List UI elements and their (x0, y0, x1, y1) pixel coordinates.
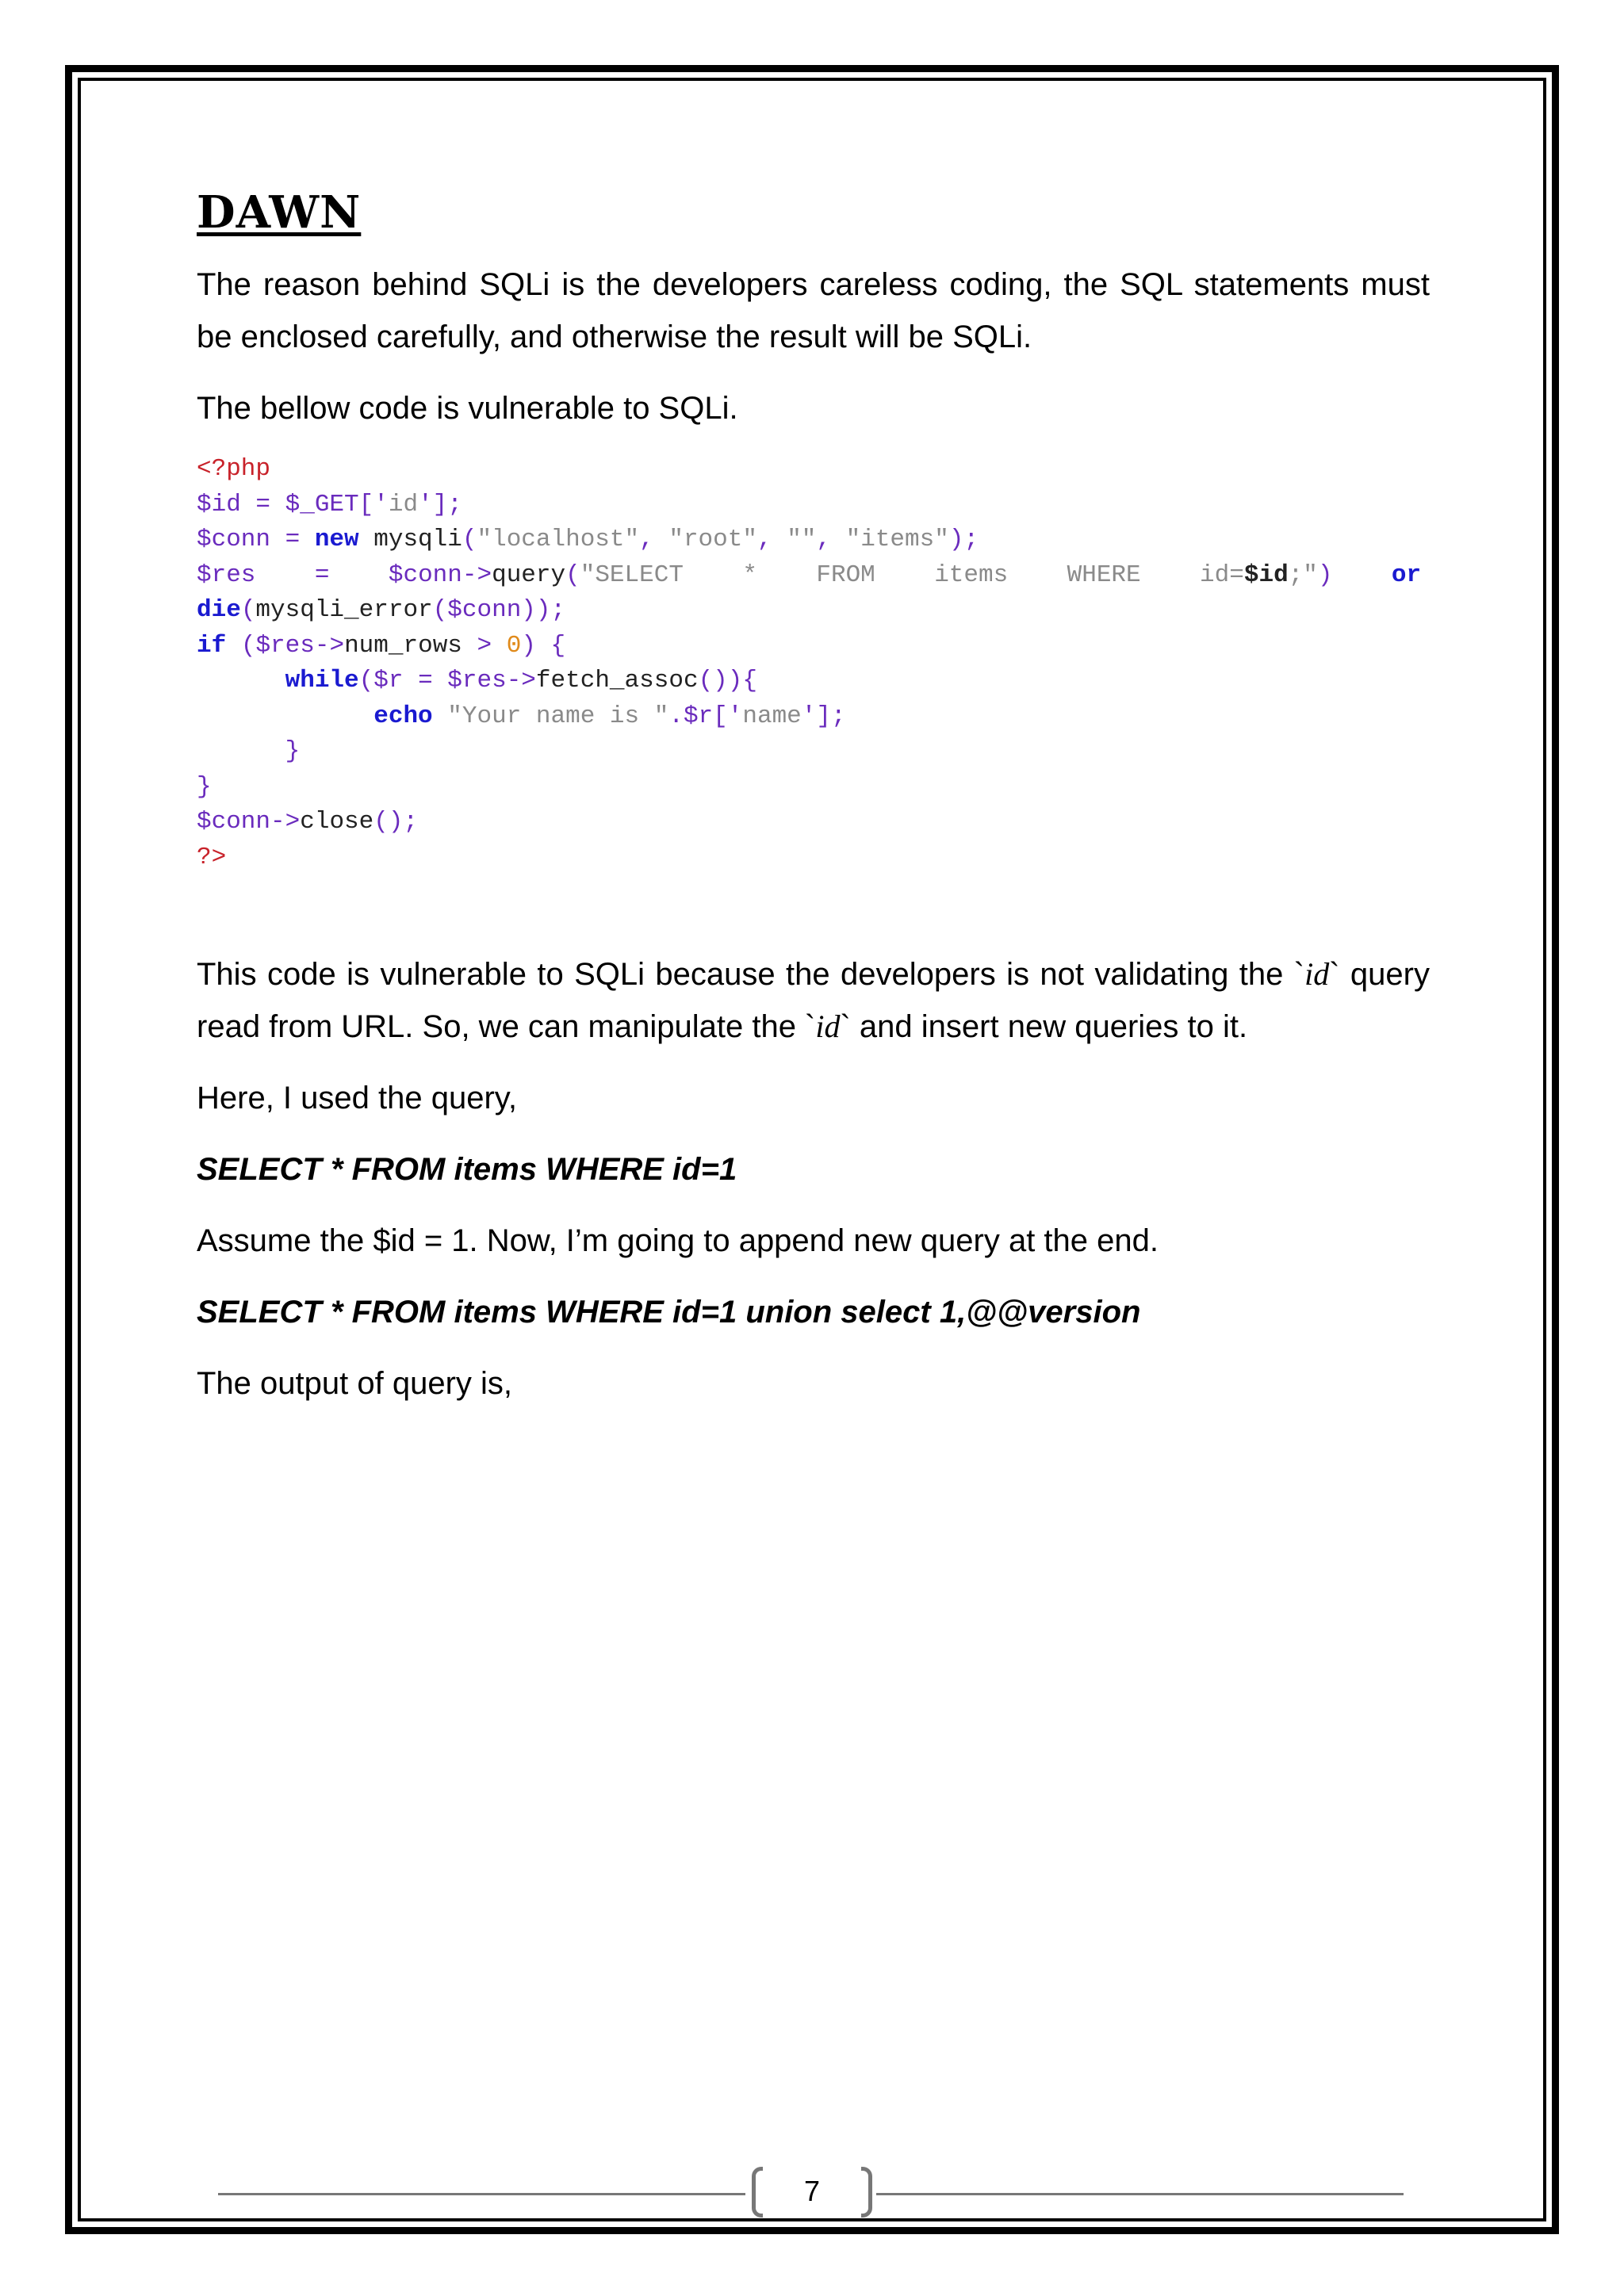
paragraph-bellow: The bellow code is vulnerable to SQLi. (197, 391, 738, 426)
php-code-block: <?php $id = $_GET['id']; $conn = new mysqli("localhost", "root", "", "items"); $res = $conn->query("SELECT * FROM items WHERE id=$id;") or die(mysqli_error($conn)); if ($res->num_rows > 0) { while($r = $res->fetch_assoc()){ echo "Your name is ".$r['name']; } } $conn->close(); ?> (197, 455, 1422, 871)
footer-bracket-right (861, 2167, 872, 2218)
footer-rule-right (876, 2193, 1404, 2195)
page-number: 7 (803, 2175, 821, 2207)
paragraph-intro: The reason behind SQLi is the developers careless coding, the SQL statements must be enclosed carefully, and otherwise the result will be SQLi. (197, 267, 1430, 354)
code-php-open-tag: <?php (197, 455, 271, 483)
query-example-2: SELECT * FROM items WHERE id=1 union select 1,@@version (197, 1295, 1141, 1330)
paragraph-vulnerable-explanation: This code is vulnerable to SQLi because the developers is not validating the `id` query read from URL. So, we can manipulate the `id` and insert new queries to it. (197, 956, 1430, 1044)
code-php-close-tag: ?> (197, 843, 227, 871)
paragraph-assume: Assume the $id = 1. Now, I’m going to append new query at the end. (197, 1223, 1159, 1258)
footer-rule-left (218, 2193, 745, 2195)
paragraph-output: The output of query is, (197, 1366, 513, 1401)
section-heading: DAWN (197, 186, 362, 239)
query-example-1: SELECT * FROM items WHERE id=1 (197, 1152, 737, 1187)
page-content (197, 186, 1430, 1410)
paragraph-here: Here, I used the query, (197, 1081, 517, 1115)
footer-bracket-left (752, 2167, 763, 2218)
